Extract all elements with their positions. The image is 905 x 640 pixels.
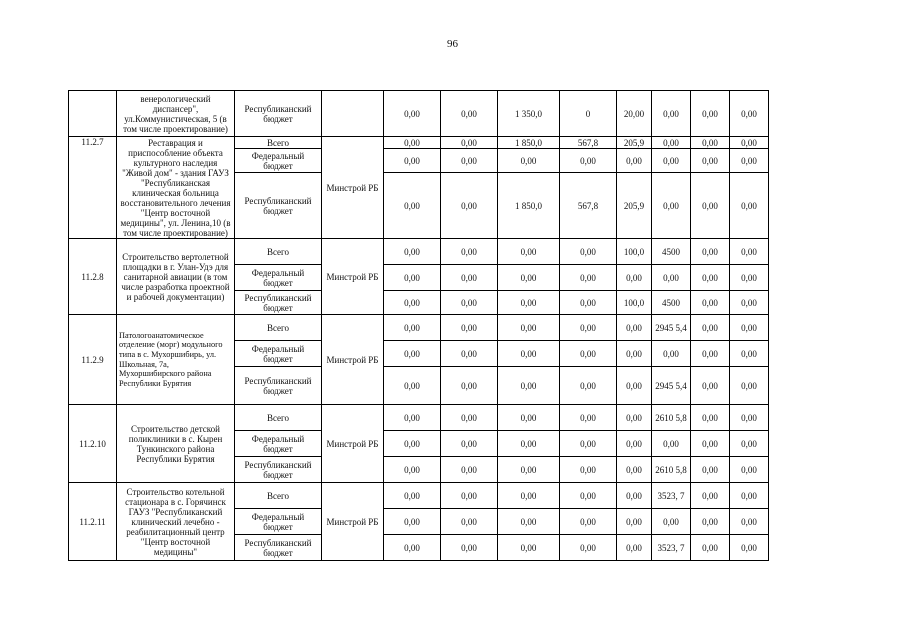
value-cell: 0,00 xyxy=(730,457,769,483)
value-cell: 0,00 xyxy=(441,483,498,509)
value-cell: 0,00 xyxy=(498,457,560,483)
value-cell: 100,0 xyxy=(617,291,652,315)
item-code: 11.2.7 xyxy=(69,137,117,239)
value-cell: 0,00 xyxy=(384,149,441,173)
value-cell: 0,00 xyxy=(498,483,560,509)
value-cell: 0,00 xyxy=(560,509,617,535)
value-cell: 4500 xyxy=(652,291,691,315)
value-cell: 0,00 xyxy=(691,291,730,315)
value-cell: 0,00 xyxy=(384,291,441,315)
funding-source: Федеральный бюджет xyxy=(235,149,322,173)
value-cell: 0,00 xyxy=(617,483,652,509)
value-cell: 0,00 xyxy=(730,149,769,173)
value-cell: 0,00 xyxy=(691,457,730,483)
value-cell: 0,00 xyxy=(691,137,730,149)
value-cell: 0,00 xyxy=(617,149,652,173)
value-cell: 0,00 xyxy=(441,291,498,315)
table-row xyxy=(69,315,769,341)
value-cell: 0,00 xyxy=(652,149,691,173)
value-cell: 0,00 xyxy=(652,431,691,457)
funding-source: Федеральный бюджет xyxy=(235,509,322,535)
value-cell: 1 850,0 xyxy=(498,173,560,239)
value-cell: 0,00 xyxy=(652,137,691,149)
page-number: 96 xyxy=(447,38,458,50)
table-row xyxy=(69,405,769,431)
responsible-agency: Минстрой РБ xyxy=(322,137,384,239)
responsible-agency: Минстрой РБ xyxy=(322,315,384,405)
value-cell: 0,00 xyxy=(560,483,617,509)
value-cell: 0,00 xyxy=(560,457,617,483)
value-cell: 0,00 xyxy=(384,367,441,405)
value-cell: 0,00 xyxy=(441,91,498,137)
value-cell: 0,00 xyxy=(617,315,652,341)
value-cell: 0,00 xyxy=(652,173,691,239)
value-cell: 0,00 xyxy=(730,535,769,561)
item-code xyxy=(69,91,117,137)
value-cell: 0,00 xyxy=(730,173,769,239)
value-cell: 0,00 xyxy=(691,341,730,367)
value-cell: 0,00 xyxy=(560,341,617,367)
funding-source: Республиканский бюджет xyxy=(235,535,322,561)
value-cell: 0,00 xyxy=(384,341,441,367)
value-cell: 0,00 xyxy=(560,315,617,341)
value-cell: 2610 5,8 xyxy=(652,457,691,483)
funding-source: Республиканский бюджет xyxy=(235,367,322,405)
value-cell: 205,9 xyxy=(617,137,652,149)
value-cell: 0,00 xyxy=(652,265,691,291)
item-code: 11.2.10 xyxy=(69,405,117,483)
value-cell: 0,00 xyxy=(441,405,498,431)
responsible-agency: Минстрой РБ xyxy=(322,239,384,315)
item-code: 11.2.11 xyxy=(69,483,117,561)
budget-table xyxy=(68,90,769,561)
item-name: Патологоанатомическое отделение (морг) модульного типа в с. Мухоршибирь, ул. Школьная, 7а, Мухоршибирского района Республики Бурятия xyxy=(117,315,235,405)
funding-source: Федеральный бюджет xyxy=(235,341,322,367)
value-cell: 0,00 xyxy=(560,431,617,457)
value-cell: 0,00 xyxy=(652,341,691,367)
value-cell: 567,8 xyxy=(560,173,617,239)
funding-source: Всего xyxy=(235,239,322,265)
item-name: Строительство котельной стационара в с. Горячинск ГАУЗ "Республиканский клинический лечебно - реабилитационный центр "Центр восточной медицины" xyxy=(117,483,235,561)
value-cell: 100,0 xyxy=(617,239,652,265)
value-cell: 0,00 xyxy=(560,149,617,173)
value-cell: 0,00 xyxy=(691,535,730,561)
item-name: Строительство вертолетной площадки в г. Улан-Удэ для санитарной авиации (в том числе разработка проектной и рабочей документации) xyxy=(117,239,235,315)
funding-source: Республиканский бюджет xyxy=(235,457,322,483)
value-cell: 567,8 xyxy=(560,137,617,149)
funding-source: Всего xyxy=(235,483,322,509)
value-cell: 0,00 xyxy=(384,457,441,483)
value-cell: 0,00 xyxy=(617,405,652,431)
value-cell: 0,00 xyxy=(652,509,691,535)
value-cell: 3523, 7 xyxy=(652,535,691,561)
value-cell: 0,00 xyxy=(560,535,617,561)
value-cell: 0,00 xyxy=(730,341,769,367)
value-cell: 0,00 xyxy=(691,483,730,509)
funding-source: Федеральный бюджет xyxy=(235,265,322,291)
value-cell: 0,00 xyxy=(441,315,498,341)
value-cell: 0,00 xyxy=(691,173,730,239)
value-cell: 0,00 xyxy=(498,431,560,457)
value-cell: 0,00 xyxy=(730,367,769,405)
funding-source: Республиканский бюджет xyxy=(235,91,322,137)
value-cell: 0,00 xyxy=(384,535,441,561)
value-cell: 0,00 xyxy=(441,367,498,405)
value-cell: 0,00 xyxy=(730,291,769,315)
value-cell: 205,9 xyxy=(617,173,652,239)
value-cell: 0,00 xyxy=(498,291,560,315)
value-cell: 0,00 xyxy=(498,535,560,561)
value-cell: 0,00 xyxy=(617,509,652,535)
value-cell: 0,00 xyxy=(498,405,560,431)
value-cell: 0,00 xyxy=(384,483,441,509)
value-cell: 0,00 xyxy=(691,431,730,457)
value-cell: 0,00 xyxy=(691,315,730,341)
funding-source: Всего xyxy=(235,405,322,431)
value-cell: 0,00 xyxy=(560,239,617,265)
table-row xyxy=(69,239,769,265)
value-cell: 0,00 xyxy=(730,509,769,535)
table-row xyxy=(69,91,769,137)
value-cell: 0,00 xyxy=(498,149,560,173)
funding-source: Всего xyxy=(235,315,322,341)
value-cell: 0,00 xyxy=(617,535,652,561)
value-cell: 0,00 xyxy=(384,431,441,457)
value-cell: 0,00 xyxy=(498,367,560,405)
funding-source: Республиканский бюджет xyxy=(235,291,322,315)
value-cell: 0,00 xyxy=(441,457,498,483)
value-cell: 0,00 xyxy=(560,367,617,405)
value-cell: 0,00 xyxy=(384,91,441,137)
value-cell: 0 xyxy=(560,91,617,137)
value-cell: 0,00 xyxy=(691,239,730,265)
value-cell: 0,00 xyxy=(384,315,441,341)
responsible-agency: Минстрой РБ xyxy=(322,483,384,561)
value-cell: 1 350,0 xyxy=(498,91,560,137)
value-cell: 0,00 xyxy=(691,405,730,431)
value-cell: 0,00 xyxy=(730,265,769,291)
value-cell: 0,00 xyxy=(691,149,730,173)
value-cell: 0,00 xyxy=(730,431,769,457)
value-cell: 0,00 xyxy=(617,431,652,457)
value-cell: 0,00 xyxy=(441,265,498,291)
value-cell: 2945 5,4 xyxy=(652,315,691,341)
funding-source: Федеральный бюджет xyxy=(235,431,322,457)
value-cell: 2610 5,8 xyxy=(652,405,691,431)
value-cell: 0,00 xyxy=(384,239,441,265)
responsible-agency: Минстрой РБ xyxy=(322,405,384,483)
value-cell: 0,00 xyxy=(441,535,498,561)
value-cell: 3523, 7 xyxy=(652,483,691,509)
value-cell: 0,00 xyxy=(730,137,769,149)
value-cell: 0,00 xyxy=(498,315,560,341)
value-cell: 0,00 xyxy=(560,265,617,291)
value-cell: 0,00 xyxy=(384,265,441,291)
value-cell: 0,00 xyxy=(441,149,498,173)
value-cell: 0,00 xyxy=(441,239,498,265)
value-cell: 0,00 xyxy=(617,265,652,291)
table-row xyxy=(69,483,769,509)
funding-source: Всего xyxy=(235,137,322,149)
value-cell: 0,00 xyxy=(730,483,769,509)
item-name: Реставрация и приспособление объекта культурного наследия "Живой дом" - здания ГАУЗ "Республиканская клиническая больница восстановительного лечения "Центр восточной медицины", ул. Ленина,10 (в том числе проектирование) xyxy=(117,137,235,239)
value-cell: 0,00 xyxy=(730,315,769,341)
value-cell: 0,00 xyxy=(560,291,617,315)
table-row xyxy=(69,137,769,149)
value-cell: 4500 xyxy=(652,239,691,265)
value-cell: 0,00 xyxy=(441,341,498,367)
value-cell: 0,00 xyxy=(498,239,560,265)
value-cell: 0,00 xyxy=(498,341,560,367)
value-cell: 2945 5,4 xyxy=(652,367,691,405)
value-cell: 0,00 xyxy=(617,341,652,367)
value-cell: 0,00 xyxy=(617,367,652,405)
value-cell: 0,00 xyxy=(384,137,441,149)
value-cell: 1 850,0 xyxy=(498,137,560,149)
value-cell: 0,00 xyxy=(441,137,498,149)
responsible-agency xyxy=(322,91,384,137)
value-cell: 20,00 xyxy=(617,91,652,137)
value-cell: 0,00 xyxy=(652,91,691,137)
item-name: Строительство детской поликлиники в с. Кырен Тункинского района Республики Бурятия xyxy=(117,405,235,483)
value-cell: 0,00 xyxy=(691,265,730,291)
value-cell: 0,00 xyxy=(441,431,498,457)
funding-source: Республиканский бюджет xyxy=(235,173,322,239)
value-cell: 0,00 xyxy=(730,239,769,265)
value-cell: 0,00 xyxy=(730,405,769,431)
value-cell: 0,00 xyxy=(691,509,730,535)
value-cell: 0,00 xyxy=(441,509,498,535)
value-cell: 0,00 xyxy=(498,265,560,291)
value-cell: 0,00 xyxy=(691,367,730,405)
value-cell: 0,00 xyxy=(617,457,652,483)
value-cell: 0,00 xyxy=(560,405,617,431)
value-cell: 0,00 xyxy=(498,509,560,535)
item-name: венерологический диспансер", ул.Коммунистическая, 5 (в том числе проектирование) xyxy=(117,91,235,137)
table-body xyxy=(69,91,769,561)
value-cell: 0,00 xyxy=(384,173,441,239)
item-code: 11.2.9 xyxy=(69,315,117,405)
value-cell: 0,00 xyxy=(384,509,441,535)
value-cell: 0,00 xyxy=(384,405,441,431)
value-cell: 0,00 xyxy=(691,91,730,137)
item-code: 11.2.8 xyxy=(69,239,117,315)
value-cell: 0,00 xyxy=(730,91,769,137)
value-cell: 0,00 xyxy=(441,173,498,239)
